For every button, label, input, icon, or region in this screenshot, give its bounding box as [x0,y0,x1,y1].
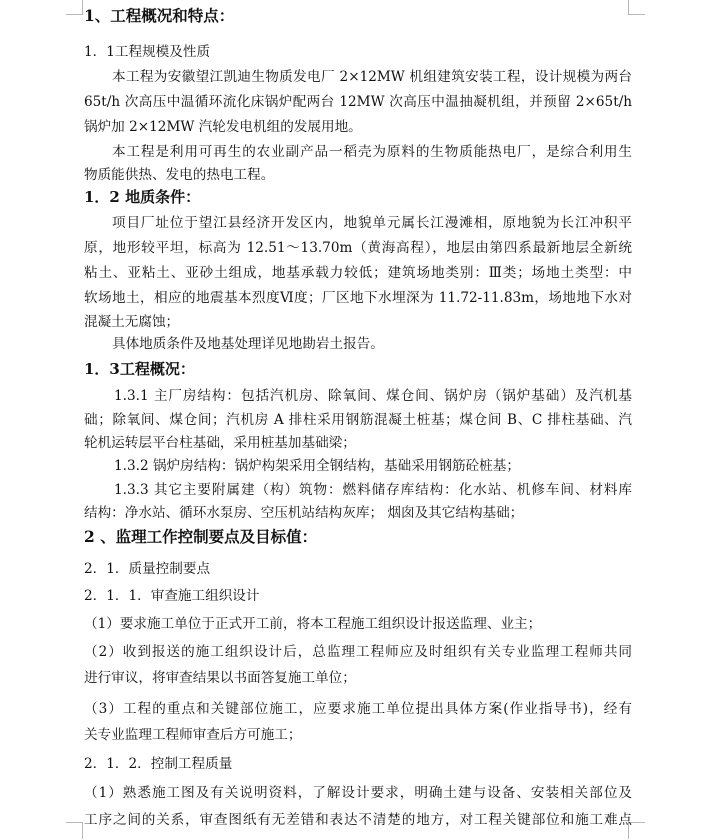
section-1-heading: 1、工程概况和特点： [84,6,235,25]
paragraph-main-building-line-3: 轮机运转层平台柱基础，采用桩基加基础梁； [84,435,356,451]
page-corner-mark-top-left [66,0,83,15]
paragraph-main-building-line-1: 1.3.1 主厂房结构：包括汽机房、除氧间、煤仓间、锅炉房（锅炉基础）及汽机基 [114,388,632,404]
paragraph-geology-line-5: 混凝土无腐蚀； [84,314,180,330]
item-2-review-line-1: （2）收到报送的施工组织设计后，总监理工程师应及时组织有关专业监理工程师共同 [84,644,632,660]
subsection-1-2-heading: 1．2 地质条件： [84,188,201,206]
paragraph-nature-line-1: 本工程是利用可再生的农业副产品一稻壳为原料的生物质能热电厂，是综合利用生 [112,144,632,160]
paragraph-auxiliary-line-2: 结构：净水站、循环水泵房、空压机站结构灰库； 烟囱及其它结构基础； [84,505,524,521]
subsection-1-3-heading: 1．3工程概况： [84,360,195,378]
paragraph-nature-line-2: 物质能供热、发电的热电工程。 [84,167,275,183]
paragraph-geology-line-4: 软场地土，相应的地震基本烈度Ⅵ度；厂区地下水埋深为 11.72-11.83m，场地地下水对 [84,290,632,306]
item-1-submit-plan: （1）要求施工单位于正式开工前，将本工程施工组织设计报送监理、业主； [84,616,542,632]
paragraph-scale-line-1: 本工程为安徽望江凯迪生物质发电厂 2×12MW 机组建筑安装工程，设计规模为两台 [112,69,632,85]
paragraph-boiler-structure: 1.3.2 锅炉房结构：锅炉构架采用全钢结构，基础采用钢筋砼桩基； [114,458,520,474]
item-4-drawings-line-1: （1）熟悉施工图及有关说明资料，了解设计要求，明确土建与设备、安装相关部位及 [84,785,632,801]
subsection-2-1-1-heading: 2．1．1．审查施工组织设计 [84,588,260,604]
page-corner-mark-bottom-left [66,822,83,839]
page-corner-mark-top-right [628,0,645,15]
paragraph-auxiliary-line-1: 1.3.3 其它主要附属建（构）筑物：燃料储存库结构：化水站、机修车间、材料库 [114,482,632,498]
item-3-key-parts-line-2: 关专业监理工程师审查后方可施工； [84,727,302,743]
subsection-2-1-heading: 2．1．质量控制要点 [84,561,211,577]
paragraph-main-building-line-2: 础；除氧间、煤仓间；汽机房 A 排柱采用钢筋混凝土桩基；煤仓间 B、C 排柱基础、汽 [84,412,632,428]
paragraph-geology-report: 具体地质条件及地基处理详见地勘岩土报告。 [112,336,384,352]
paragraph-geology-line-3: 粘土、亚粘土、亚砂土组成，地基承载力较低；建筑场地类别：Ⅲ类；场地土类型：中 [84,265,632,281]
paragraph-geology-line-2: 原，地形较平坦，标高为 12.51～13.70m（黄海高程），地层由第四系最新地层全新统 [84,240,632,256]
section-2-heading: 2 、监理工作控制要点及目标值： [84,527,318,546]
item-4-drawings-line-2: 工序之间的关系，审查图纸有无差错和表达不清楚的地方，对工程关键部位和施工难点 [84,812,632,828]
paragraph-scale-line-2: 65t/h 次高压中温循环流化床锅炉配两台 12MW 次高压中温抽凝机组，并预留 2×65t/h [84,94,632,110]
paragraph-geology-line-1: 项目厂址位于望江县经济开发区内，地貌单元属长江漫滩相，原地貌为长江冲积平 [112,215,632,231]
subsection-2-1-2-heading: 2．1．2．控制工程质量 [84,756,233,772]
item-2-review-line-2: 进行审议，将审查结果以书面答复施工单位； [84,670,356,686]
paragraph-scale-line-3: 锅炉加 2×12MW 汽轮发电机组的发展用地。 [84,119,362,135]
subsection-1-1-heading: 1．1工程规模及性质 [84,44,211,60]
item-3-key-parts-line-1: （3）工程的重点和关键部位施工，应要求施工单位提出具体方案(作业指导书)，经有 [84,701,632,717]
